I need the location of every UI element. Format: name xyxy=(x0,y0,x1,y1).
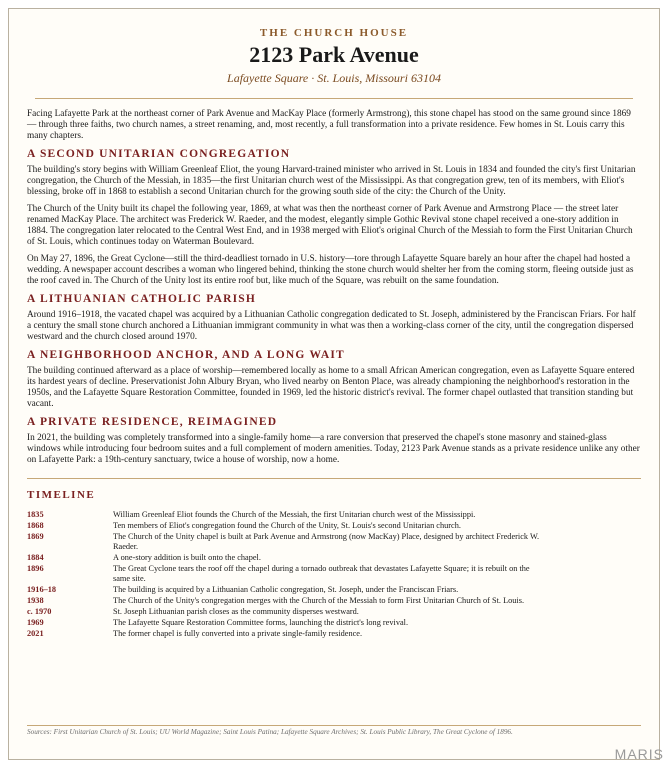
timeline-row xyxy=(27,618,641,628)
timeline-year: 1835 xyxy=(27,510,44,519)
timeline-year: 1869 xyxy=(27,532,44,541)
timeline-row xyxy=(27,553,641,563)
timeline-row xyxy=(27,521,641,531)
timeline-text: The former chapel is fully converted into a private single-family residence. xyxy=(113,629,363,638)
timeline-list xyxy=(27,510,641,639)
page-title: 2123 Park Avenue xyxy=(249,42,419,67)
section-heading: A PRIVATE RESIDENCE, REIMAGINED xyxy=(27,416,278,428)
section-heading: A LITHUANIAN CATHOLIC PARISH xyxy=(27,293,257,305)
intro-paragraph: Facing Lafayette Park at the northeast corner of Park Avenue and MacKay Place (formerly Armstrong), this stone chapel has stood on the same ground since 1869 — through three faiths, two church names, a street renaming, and, most recently, a full transformation into a private residence. Few homes in St. Louis carry this many chapters. xyxy=(27,109,631,141)
timeline-year: c. 1970 xyxy=(27,607,52,616)
watermark-logo: MARIS xyxy=(614,746,664,762)
timeline-year: 1868 xyxy=(27,521,44,530)
timeline-row xyxy=(27,585,641,595)
header-divider xyxy=(35,98,633,99)
timeline-row xyxy=(27,564,641,584)
address-subtitle: Lafayette Square · St. Louis, Missouri 63104 xyxy=(227,71,441,85)
timeline-year: 1938 xyxy=(27,596,44,605)
section-paragraph: The building continued afterward as a place of worship—remembered locally as home to a small African American congregation, even as Lafayette Square entered its hardest years of decline. Preservationist John Albury Bryan, who lived nearby on Benton Place, was already championing the neighborhood's restoration in the 1950s, and the Lafayette Square Restoration Committee, founded in 1969, led the historic district's revival. The former chapel outlasted that transition standing but vacant. xyxy=(27,366,635,409)
timeline-divider xyxy=(27,478,641,479)
timeline-row xyxy=(27,629,641,639)
document-frame xyxy=(8,8,660,760)
section-paragraph: The building's story begins with William Greenleaf Eliot, the young Harvard-trained minister who arrived in St. Louis in 1834 and founded the city's first Unitarian congregation, the Church of the Messiah, in 1835—the first Unitarian church west of the Mississippi. As that congregation grew, ten of its members, with Eliot's blessing, broke off in 1868 to establish a second Unitarian church for the growing south side of the city: the Church of the Unity. xyxy=(27,165,636,197)
section-paragraph: On May 27, 1896, the Great Cyclone—still the third-deadliest tornado in U.S. history—tore through Lafayette Square barely an hour after the chapel had hosted a wedding. A newspaper account describes a woman who lingered behind, thinking the stone church would shelter her from the coming storm, fleeing outside just as the roof caved in. The Church of the Unity lost its entire roof but, like much of the Square, was rebuilt on the same foundation. xyxy=(27,254,634,286)
section-paragraph: The Church of the Unity built its chapel the following year, 1869, at what was then the northeast corner of Park Avenue and Armstrong Place — the street later renamed MacKay Place. The architect was Frederick W. Raeder, and the modest, elegantly simple Gothic Revival stone chapel received a one-story addition in 1884. The congregation later relocated to the Central West End, and in 1938 merged with Eliot's original Church of the Messiah to form the First Unitarian Church of St. Louis, which continues today on Waterman Boulevard. xyxy=(27,204,633,247)
timeline-year: 1969 xyxy=(27,618,44,627)
eyebrow-label: THE CHURCH HOUSE xyxy=(259,27,409,39)
timeline-year: 1916–18 xyxy=(27,585,57,594)
section-heading: A NEIGHBORHOOD ANCHOR, AND A LONG WAIT xyxy=(27,349,345,361)
timeline-year: 1896 xyxy=(27,564,44,573)
timeline-text: The Lafayette Square Restoration Committee forms, launching the district's long revival. xyxy=(113,618,409,627)
timeline-text: The Church of the Unity's congregation merges with the Church of the Messiah to form First Unitarian Church of St. Louis. xyxy=(113,596,525,605)
section-paragraph: In 2021, the building was completely transformed into a single-family home—a rare conversion that preserved the chapel's stone masonry and stained-glass windows while introducing four bedroom suites and a full complement of modern amenities. Today, 2123 Park Avenue stands as a private residence unlike any other on Lafayette Park: a 19th-century sanctuary, twice a house of worship, now a home. xyxy=(27,433,640,465)
sources-note: Sources: First Unitarian Church of St. Louis; UU World Magazine; Saint Louis Patina; Lafayette Square Archives; St. Louis Public Library, The Great Cyclone of 1896. xyxy=(27,728,513,736)
section-heading: A SECOND UNITARIAN CONGREGATION xyxy=(27,148,291,160)
sources-divider xyxy=(27,725,641,726)
timeline-text: St. Joseph Lithuanian parish closes as the community disperses westward. xyxy=(113,607,359,616)
timeline-row xyxy=(27,607,641,617)
timeline-text: A one-story addition is built onto the chapel. xyxy=(113,553,261,562)
timeline-row xyxy=(27,596,641,606)
section-paragraph: Around 1916–1918, the vacated chapel was acquired by a Lithuanian Catholic congregation dedicated to St. Joseph, administered by the Franciscan Friars. For half a century the small stone church anchored a Lithuanian immigrant community in what was then a working-class corner of the city, until the congregation dispersed westward and the church closed around 1970. xyxy=(27,310,636,342)
timeline-year: 2021 xyxy=(27,629,44,638)
timeline-text: The Church of the Unity chapel is built at Park Avenue and Armstrong (now MacKay) Place, designed by architect Frederick W. Raeder. xyxy=(113,532,540,551)
timeline-row xyxy=(27,532,641,552)
document-header xyxy=(9,9,659,86)
timeline-heading: TIMELINE xyxy=(27,489,96,501)
timeline-year: 1884 xyxy=(27,553,44,562)
timeline-text: William Greenleaf Eliot founds the Church of the Messiah, the first Unitarian church west of the Mississippi. xyxy=(113,510,476,519)
document-body xyxy=(9,109,659,639)
timeline-row xyxy=(27,510,641,520)
timeline-text: The Great Cyclone tears the roof off the chapel during a tornado outbreak that devastates Lafayette Square; it is rebuilt on the same site. xyxy=(113,564,530,583)
timeline-text: Ten members of Eliot's congregation found the Church of the Unity, St. Louis's second Unitarian church. xyxy=(113,521,461,530)
timeline-text: The building is acquired by a Lithuanian Catholic congregation, St. Joseph, under the Franciscan Friars. xyxy=(113,585,459,594)
